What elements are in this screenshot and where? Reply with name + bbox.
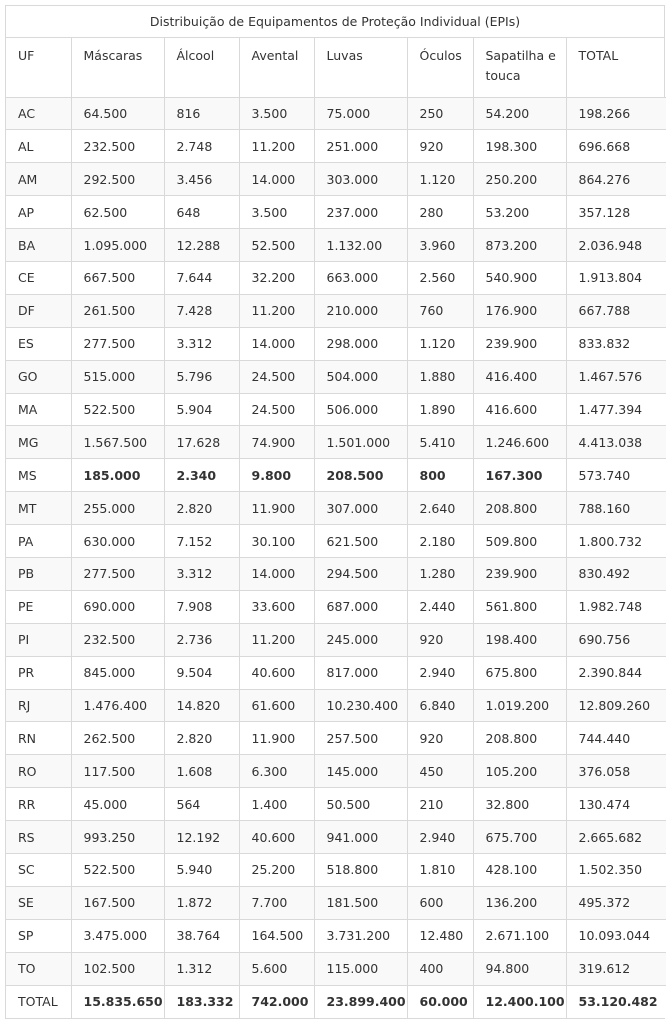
cell-luvas: 687.000	[314, 590, 407, 623]
cell-sapatilha-touca: 561.800	[473, 590, 566, 623]
total-cell-sapatilha-touca: 12.400.100	[473, 985, 566, 1018]
total-cell-uf: TOTAL	[6, 985, 71, 1018]
cell-sapatilha-touca: 509.800	[473, 525, 566, 558]
cell-uf: ES	[6, 327, 71, 360]
cell-avental: 30.100	[239, 525, 314, 558]
cell-avental: 24.500	[239, 360, 314, 393]
cell-mascaras: 292.500	[71, 163, 164, 196]
table-row	[6, 261, 666, 294]
cell-avental: 3.500	[239, 196, 314, 229]
table-row	[6, 689, 666, 722]
table-row	[6, 722, 666, 755]
cell-sapatilha-touca: 1.019.200	[473, 689, 566, 722]
cell-mascaras: 845.000	[71, 656, 164, 689]
table-row	[6, 459, 666, 492]
table-row	[6, 360, 666, 393]
cell-oculos: 1.810	[407, 853, 473, 886]
cell-uf: AP	[6, 196, 71, 229]
cell-luvas: 817.000	[314, 656, 407, 689]
total-cell-mascaras: 15.835.650	[71, 985, 164, 1018]
cell-oculos: 1.880	[407, 360, 473, 393]
cell-uf: RO	[6, 755, 71, 788]
cell-mascaras: 277.500	[71, 327, 164, 360]
cell-alcool: 5.796	[164, 360, 239, 393]
cell-oculos: 2.180	[407, 525, 473, 558]
cell-alcool: 14.820	[164, 689, 239, 722]
cell-sapatilha-touca: 239.900	[473, 557, 566, 590]
cell-avental: 164.500	[239, 919, 314, 952]
table-row	[6, 97, 666, 130]
cell-avental: 14.000	[239, 163, 314, 196]
cell-avental: 14.000	[239, 327, 314, 360]
cell-total: 573.740	[566, 459, 666, 492]
cell-oculos: 2.640	[407, 492, 473, 525]
cell-oculos: 250	[407, 97, 473, 130]
cell-mascaras: 522.500	[71, 853, 164, 886]
cell-mascaras: 993.250	[71, 821, 164, 854]
cell-uf: SE	[6, 886, 71, 919]
cell-luvas: 621.500	[314, 525, 407, 558]
cell-total: 864.276	[566, 163, 666, 196]
cell-sapatilha-touca: 416.600	[473, 393, 566, 426]
cell-mascaras: 117.500	[71, 755, 164, 788]
cell-luvas: 518.800	[314, 853, 407, 886]
cell-sapatilha-touca: 675.800	[473, 656, 566, 689]
cell-oculos: 920	[407, 130, 473, 163]
cell-avental: 33.600	[239, 590, 314, 623]
cell-oculos: 2.940	[407, 656, 473, 689]
cell-oculos: 760	[407, 294, 473, 327]
cell-total: 198.266	[566, 97, 666, 130]
cell-luvas: 303.000	[314, 163, 407, 196]
cell-sapatilha-touca: 136.200	[473, 886, 566, 919]
cell-luvas: 251.000	[314, 130, 407, 163]
cell-total: 830.492	[566, 557, 666, 590]
cell-luvas: 663.000	[314, 261, 407, 294]
cell-luvas: 257.500	[314, 722, 407, 755]
cell-total: 1.982.748	[566, 590, 666, 623]
cell-total: 2.665.682	[566, 821, 666, 854]
cell-uf: DF	[6, 294, 71, 327]
table-row	[6, 393, 666, 426]
cell-oculos: 1.890	[407, 393, 473, 426]
cell-total: 357.128	[566, 196, 666, 229]
header-sapatilha-touca: Sapatilha e touca	[473, 38, 566, 97]
total-cell-luvas: 23.899.400	[314, 985, 407, 1018]
table-header	[6, 38, 666, 97]
cell-oculos: 3.960	[407, 229, 473, 262]
cell-uf: GO	[6, 360, 71, 393]
table-row	[6, 196, 666, 229]
cell-sapatilha-touca: 53.200	[473, 196, 566, 229]
table-row	[6, 525, 666, 558]
cell-alcool: 1.872	[164, 886, 239, 919]
cell-mascaras: 185.000	[71, 459, 164, 492]
cell-total: 12.809.260	[566, 689, 666, 722]
cell-oculos: 2.560	[407, 261, 473, 294]
table-row	[6, 557, 666, 590]
cell-luvas: 307.000	[314, 492, 407, 525]
cell-uf: TO	[6, 952, 71, 985]
cell-avental: 3.500	[239, 97, 314, 130]
cell-total: 4.413.038	[566, 426, 666, 459]
cell-mascaras: 255.000	[71, 492, 164, 525]
cell-sapatilha-touca: 198.300	[473, 130, 566, 163]
table-row	[6, 130, 666, 163]
cell-alcool: 38.764	[164, 919, 239, 952]
cell-avental: 1.400	[239, 788, 314, 821]
cell-avental: 9.800	[239, 459, 314, 492]
cell-sapatilha-touca: 250.200	[473, 163, 566, 196]
table-row	[6, 919, 666, 952]
table-row	[6, 755, 666, 788]
cell-avental: 6.300	[239, 755, 314, 788]
cell-alcool: 648	[164, 196, 239, 229]
cell-alcool: 5.940	[164, 853, 239, 886]
header-avental: Avental	[239, 38, 314, 97]
header-alcool: Álcool	[164, 38, 239, 97]
cell-sapatilha-touca: 428.100	[473, 853, 566, 886]
cell-uf: PE	[6, 590, 71, 623]
cell-luvas: 298.000	[314, 327, 407, 360]
cell-mascaras: 262.500	[71, 722, 164, 755]
cell-uf: MS	[6, 459, 71, 492]
cell-luvas: 941.000	[314, 821, 407, 854]
cell-oculos: 1.120	[407, 163, 473, 196]
cell-luvas: 245.000	[314, 623, 407, 656]
epi-table-container	[5, 5, 665, 1019]
cell-luvas: 3.731.200	[314, 919, 407, 952]
cell-oculos: 6.840	[407, 689, 473, 722]
header-oculos: Óculos	[407, 38, 473, 97]
cell-alcool: 564	[164, 788, 239, 821]
cell-uf: RS	[6, 821, 71, 854]
cell-luvas: 10.230.400	[314, 689, 407, 722]
table-row	[6, 821, 666, 854]
cell-alcool: 12.192	[164, 821, 239, 854]
total-cell-oculos: 60.000	[407, 985, 473, 1018]
table-row	[6, 163, 666, 196]
cell-avental: 40.600	[239, 821, 314, 854]
total-cell-total: 53.120.482	[578, 994, 658, 1010]
cell-alcool: 7.152	[164, 525, 239, 558]
cell-oculos: 2.940	[407, 821, 473, 854]
cell-luvas: 145.000	[314, 755, 407, 788]
cell-uf: SC	[6, 853, 71, 886]
cell-uf: RJ	[6, 689, 71, 722]
cell-uf: PR	[6, 656, 71, 689]
cell-uf: AC	[6, 97, 71, 130]
cell-mascaras: 277.500	[71, 557, 164, 590]
cell-avental: 40.600	[239, 656, 314, 689]
cell-uf: PI	[6, 623, 71, 656]
cell-oculos: 450	[407, 755, 473, 788]
cell-sapatilha-touca: 208.800	[473, 722, 566, 755]
cell-avental: 11.200	[239, 130, 314, 163]
table-body	[6, 97, 666, 1018]
cell-total: 696.668	[566, 130, 666, 163]
cell-sapatilha-touca: 1.246.600	[473, 426, 566, 459]
cell-alcool: 2.340	[164, 459, 239, 492]
cell-sapatilha-touca: 239.900	[473, 327, 566, 360]
cell-avental: 52.500	[239, 229, 314, 262]
cell-avental: 32.200	[239, 261, 314, 294]
cell-alcool: 7.908	[164, 590, 239, 623]
cell-oculos: 5.410	[407, 426, 473, 459]
table-row	[6, 788, 666, 821]
cell-alcool: 1.312	[164, 952, 239, 985]
cell-uf: SP	[6, 919, 71, 952]
cell-total: 130.474	[566, 788, 666, 821]
cell-avental: 11.200	[239, 623, 314, 656]
cell-oculos: 280	[407, 196, 473, 229]
cell-luvas: 210.000	[314, 294, 407, 327]
cell-total: 788.160	[566, 492, 666, 525]
cell-alcool: 5.904	[164, 393, 239, 426]
cell-luvas: 506.000	[314, 393, 407, 426]
cell-total: 1.477.394	[566, 393, 666, 426]
cell-uf: MG	[6, 426, 71, 459]
cell-oculos: 920	[407, 623, 473, 656]
cell-total: 1.913.804	[566, 261, 666, 294]
cell-total: 833.832	[566, 327, 666, 360]
cell-uf: AM	[6, 163, 71, 196]
cell-mascaras: 232.500	[71, 623, 164, 656]
total-row	[6, 985, 666, 1018]
cell-luvas: 237.000	[314, 196, 407, 229]
cell-sapatilha-touca: 54.200	[473, 97, 566, 130]
cell-avental: 74.900	[239, 426, 314, 459]
cell-mascaras: 667.500	[71, 261, 164, 294]
cell-alcool: 2.748	[164, 130, 239, 163]
cell-mascaras: 1.476.400	[71, 689, 164, 722]
table-row	[6, 886, 666, 919]
table-row	[6, 229, 666, 262]
cell-alcool: 3.312	[164, 327, 239, 360]
cell-avental: 5.600	[239, 952, 314, 985]
cell-alcool: 816	[164, 97, 239, 130]
cell-mascaras: 45.000	[71, 788, 164, 821]
cell-luvas: 181.500	[314, 886, 407, 919]
cell-alcool: 3.456	[164, 163, 239, 196]
cell-avental: 11.200	[239, 294, 314, 327]
cell-total: 10.093.044	[566, 919, 666, 952]
cell-alcool: 7.644	[164, 261, 239, 294]
cell-total: 376.058	[566, 755, 666, 788]
epi-distribution-table	[6, 38, 666, 1018]
cell-alcool: 2.820	[164, 492, 239, 525]
cell-mascaras: 3.475.000	[71, 919, 164, 952]
cell-alcool: 1.608	[164, 755, 239, 788]
cell-sapatilha-touca: 2.671.100	[473, 919, 566, 952]
table-row	[6, 623, 666, 656]
cell-sapatilha-touca: 208.800	[473, 492, 566, 525]
cell-sapatilha-touca: 32.800	[473, 788, 566, 821]
cell-luvas: 208.500	[314, 459, 407, 492]
cell-alcool: 9.504	[164, 656, 239, 689]
cell-total: 1.800.732	[566, 525, 666, 558]
cell-mascaras: 62.500	[71, 196, 164, 229]
cell-alcool: 2.820	[164, 722, 239, 755]
cell-uf: PA	[6, 525, 71, 558]
cell-mascaras: 232.500	[71, 130, 164, 163]
cell-total: 1.502.350	[566, 853, 666, 886]
cell-luvas: 1.132.00	[314, 229, 407, 262]
cell-mascaras: 167.500	[71, 886, 164, 919]
cell-avental: 11.900	[239, 722, 314, 755]
cell-total: 667.788	[566, 294, 666, 327]
table-row	[6, 853, 666, 886]
cell-alcool: 2.736	[164, 623, 239, 656]
cell-luvas: 75.000	[314, 97, 407, 130]
total-cell-avental: 742.000	[239, 985, 314, 1018]
cell-uf: CE	[6, 261, 71, 294]
cell-avental: 25.200	[239, 853, 314, 886]
cell-sapatilha-touca: 416.400	[473, 360, 566, 393]
table-row	[6, 656, 666, 689]
cell-oculos: 12.480	[407, 919, 473, 952]
cell-luvas: 504.000	[314, 360, 407, 393]
cell-mascaras: 1.567.500	[71, 426, 164, 459]
total-cell-alcool: 183.332	[164, 985, 239, 1018]
table-row	[6, 590, 666, 623]
cell-mascaras: 522.500	[71, 393, 164, 426]
cell-uf: PB	[6, 557, 71, 590]
header-mascaras: Máscaras	[71, 38, 164, 97]
table-caption: Distribuição de Equipamentos de Proteção Individual (EPIs)	[6, 6, 664, 38]
cell-total: 495.372	[566, 886, 666, 919]
table-row	[6, 492, 666, 525]
table-row	[6, 294, 666, 327]
cell-sapatilha-touca: 176.900	[473, 294, 566, 327]
cell-alcool: 17.628	[164, 426, 239, 459]
cell-total: 2.390.844	[566, 656, 666, 689]
table-row	[6, 952, 666, 985]
cell-mascaras: 64.500	[71, 97, 164, 130]
cell-uf: RR	[6, 788, 71, 821]
header-luvas: Luvas	[314, 38, 407, 97]
cell-alcool: 3.312	[164, 557, 239, 590]
cell-sapatilha-touca: 540.900	[473, 261, 566, 294]
header-row	[6, 38, 666, 97]
cell-avental: 61.600	[239, 689, 314, 722]
cell-total: 319.612	[566, 952, 666, 985]
header-uf: UF	[6, 38, 71, 97]
cell-total: 2.036.948	[566, 229, 666, 262]
cell-mascaras: 515.000	[71, 360, 164, 393]
cell-mascaras: 1.095.000	[71, 229, 164, 262]
cell-sapatilha-touca: 675.700	[473, 821, 566, 854]
cell-uf: MT	[6, 492, 71, 525]
table-row	[6, 327, 666, 360]
cell-sapatilha-touca: 198.400	[473, 623, 566, 656]
cell-avental: 11.900	[239, 492, 314, 525]
cell-sapatilha-touca: 167.300	[473, 459, 566, 492]
cell-avental: 7.700	[239, 886, 314, 919]
cell-luvas: 1.501.000	[314, 426, 407, 459]
cell-luvas: 50.500	[314, 788, 407, 821]
cell-alcool: 12.288	[164, 229, 239, 262]
cell-oculos: 400	[407, 952, 473, 985]
cell-uf: RN	[6, 722, 71, 755]
cell-luvas: 115.000	[314, 952, 407, 985]
cell-mascaras: 261.500	[71, 294, 164, 327]
cell-uf: AL	[6, 130, 71, 163]
cell-mascaras: 102.500	[71, 952, 164, 985]
cell-oculos: 2.440	[407, 590, 473, 623]
cell-luvas: 294.500	[314, 557, 407, 590]
cell-sapatilha-touca: 105.200	[473, 755, 566, 788]
cell-oculos: 210	[407, 788, 473, 821]
cell-sapatilha-touca: 873.200	[473, 229, 566, 262]
cell-oculos: 600	[407, 886, 473, 919]
table-row	[6, 426, 666, 459]
cell-avental: 24.500	[239, 393, 314, 426]
cell-avental: 14.000	[239, 557, 314, 590]
cell-total: 690.756	[566, 623, 666, 656]
cell-oculos: 1.280	[407, 557, 473, 590]
cell-oculos: 1.120	[407, 327, 473, 360]
cell-oculos: 800	[407, 459, 473, 492]
cell-oculos: 920	[407, 722, 473, 755]
cell-mascaras: 630.000	[71, 525, 164, 558]
cell-alcool: 7.428	[164, 294, 239, 327]
cell-uf: BA	[6, 229, 71, 262]
cell-total: 1.467.576	[566, 360, 666, 393]
cell-mascaras: 690.000	[71, 590, 164, 623]
cell-total: 744.440	[566, 722, 666, 755]
cell-sapatilha-touca: 94.800	[473, 952, 566, 985]
header-total: TOTAL	[566, 38, 666, 97]
cell-uf: MA	[6, 393, 71, 426]
